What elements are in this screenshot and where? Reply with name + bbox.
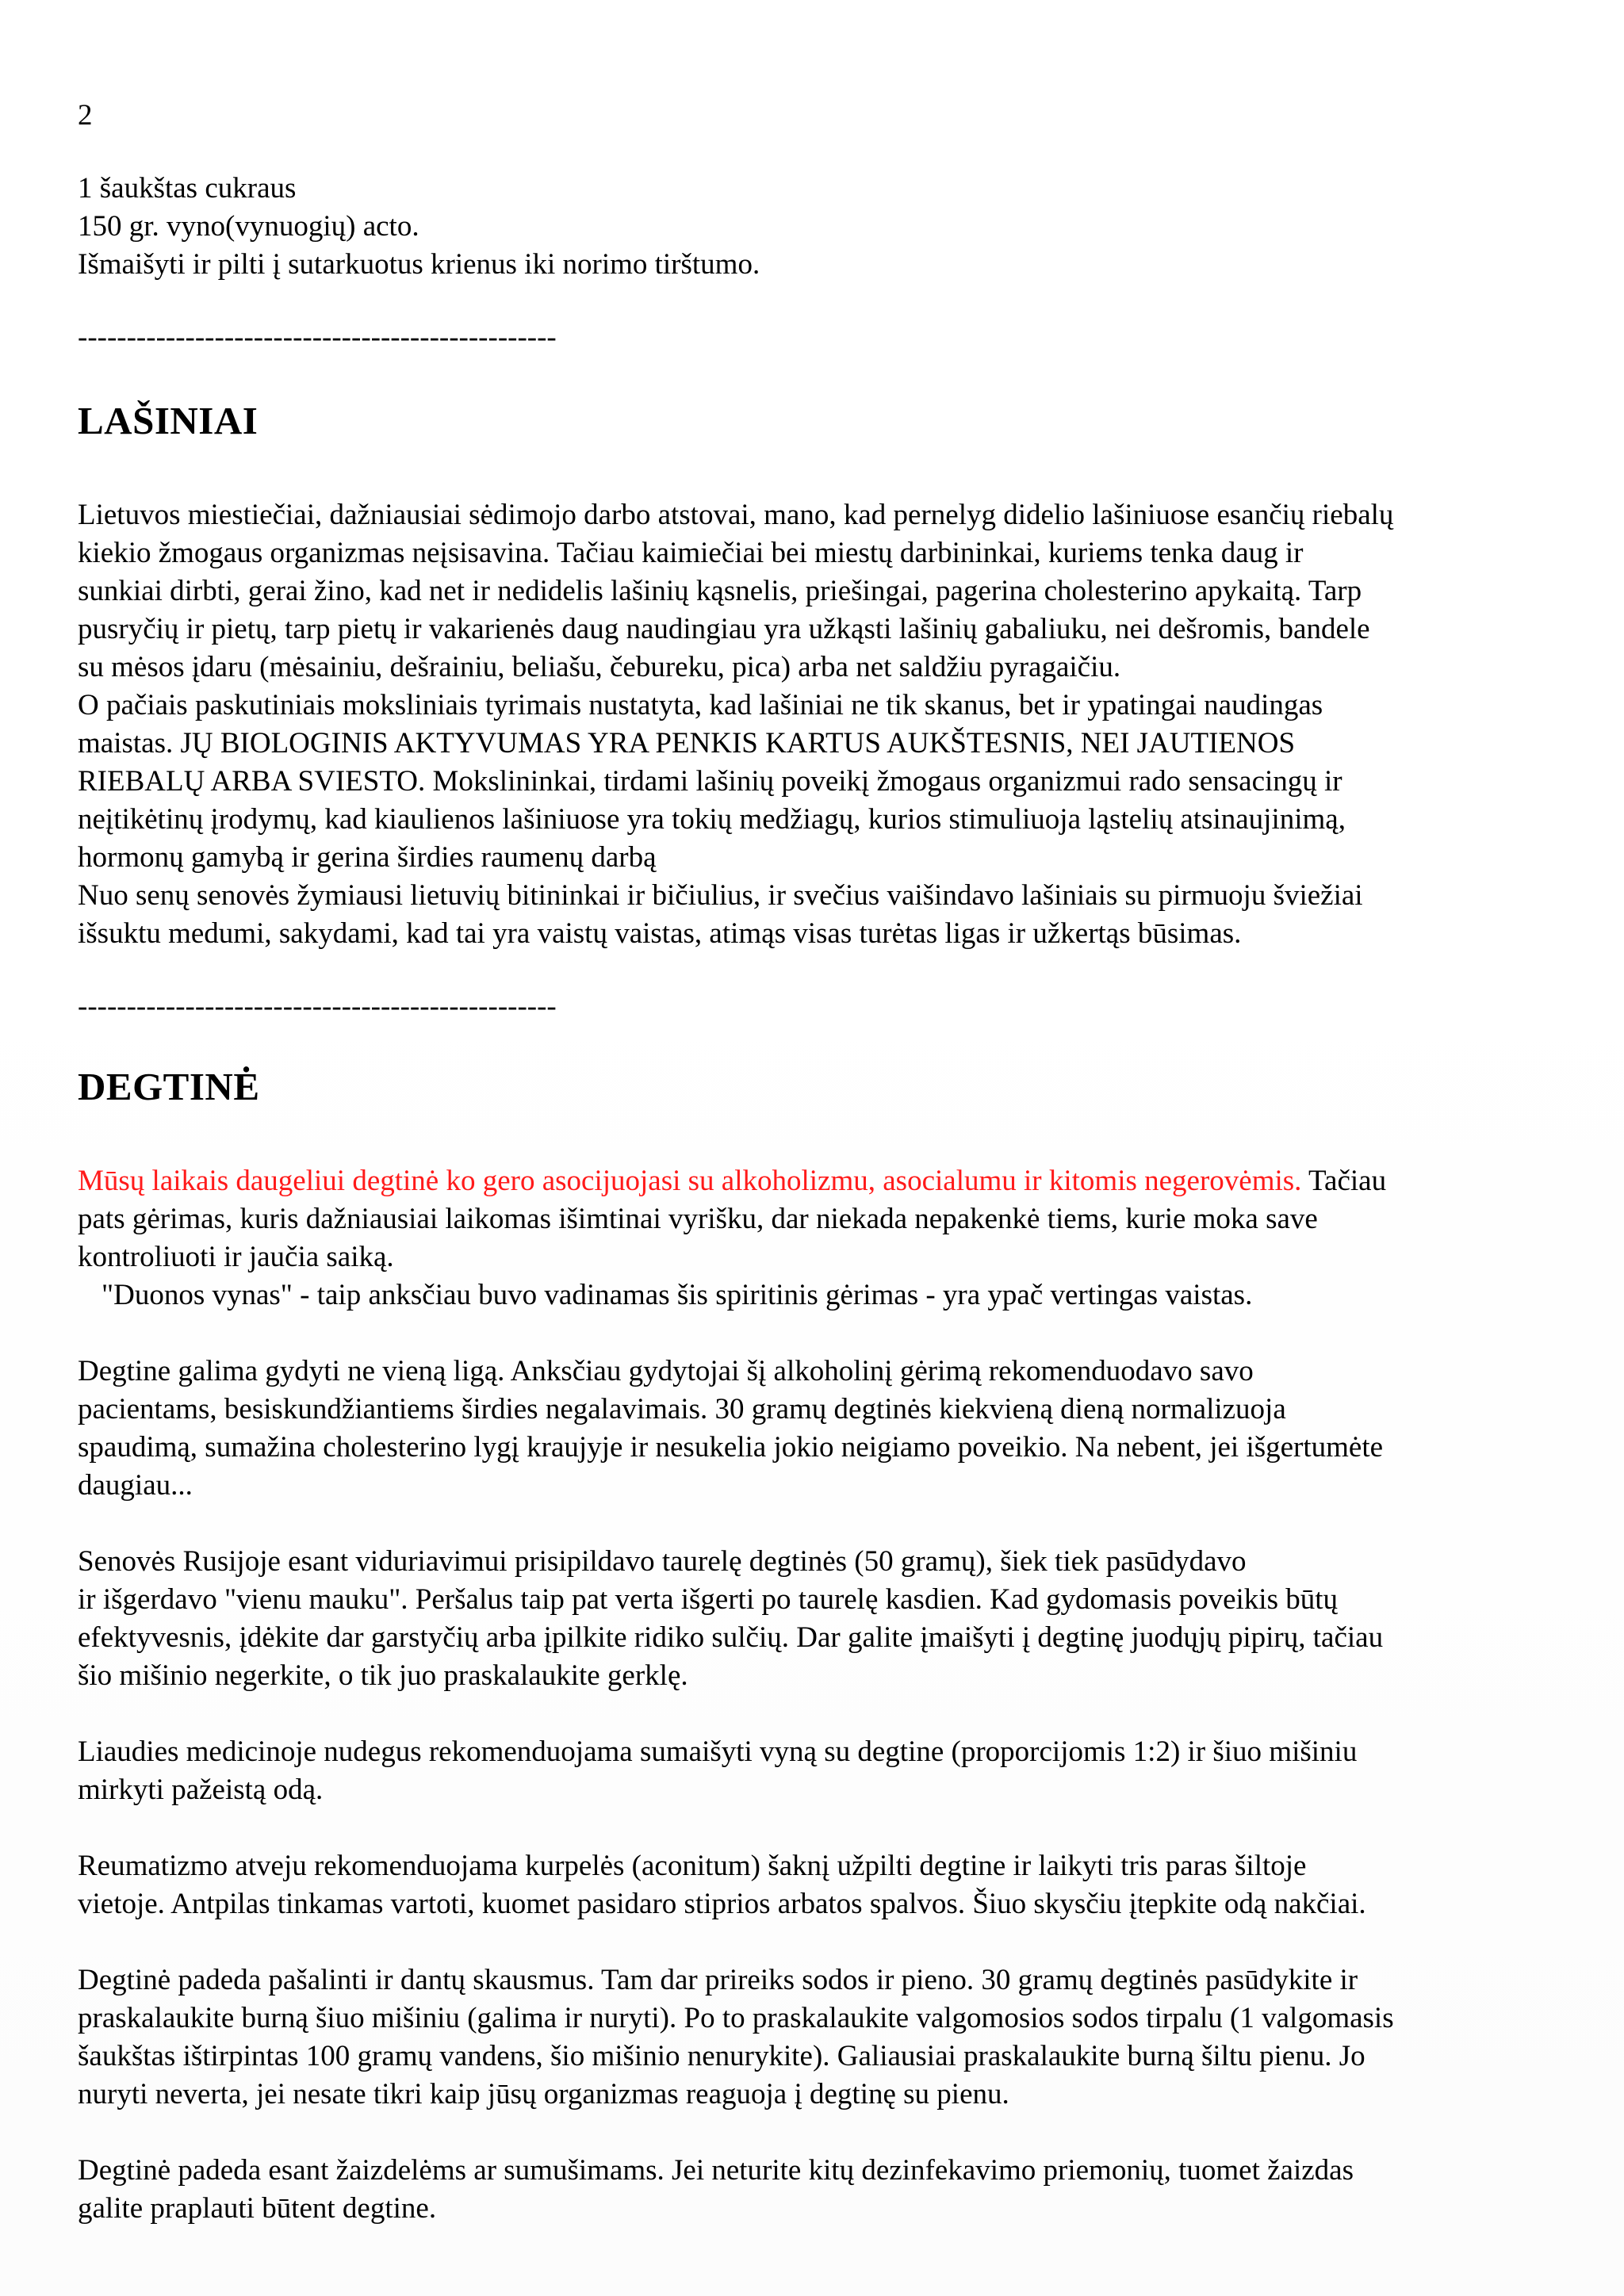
lasiniai-line-2: kiekio žmogaus organizmas neįsisavina. Tačiau kaimiečiai bei miestų darbininkai, kuriems tenka daug ir: [78, 537, 1304, 569]
separator-2: -------------------------------------------------: [78, 990, 557, 1023]
intro-line-2: 150 gr. vyno(vynuogių) acto.: [78, 210, 419, 243]
degtine-p1-line-2: pats gėrimas, kuris dažniausiai laikomas išimtinai vyrišku, dar niekada nepakenkė tiems, kurie moka save: [78, 1203, 1318, 1235]
degtine-p1-line-4: "Duonos vynas" - taip anksčiau buvo vadinamas šis spiritinis gėrimas - yra ypač vertingas vaistas.: [102, 1279, 1253, 1311]
lasiniai-line-6: O pačiais paskutiniais moksliniais tyrimais nustatyta, kad lašiniai ne tik skanus, bet ir ypatingai naudingas: [78, 689, 1323, 721]
intro-line-1: 1 šaukštas cukraus: [78, 172, 297, 205]
degtine-line-1: [78, 1162, 1386, 1200]
degtine-p3-line-1: Senovės Rusijoje esant viduriavimui prisipildavo taurelę degtinės (50 gramų), šiek tiek pasūdydavo: [78, 1545, 1247, 1578]
section-heading-lasiniai: LAŠINIAI: [78, 399, 259, 442]
degtine-p6-line-3: šaukštas ištirpintas 100 gramų vandens, šio mišinio nenurykite). Galiausiai praskalaukite burną šiltu pienu. Jo: [78, 2040, 1365, 2072]
lasiniai-line-9: neįtikėtinų įrodymų, kad kiaulienos lašiniuose yra tokių medžiagų, kurios stimuliuoja ląstelių atsinaujinimą,: [78, 803, 1346, 836]
degtine-p3-line-2: ir išgerdavo "vienu mauku". Peršalus taip pat verta išgerti po taurelę kasdien. Kad gydomasis poveikis būtų: [78, 1583, 1338, 1616]
intro-line-3: Išmaišyti ir pilti į sutarkuotus krienus iki norimo tirštumo.: [78, 248, 760, 281]
degtine-p3-line-3: efektyvesnis, įdėkite dar garstyčių arba įpilkite ridiko sulčių. Dar galite įmaišyti į degtinę juodųjų pipirų, tačiau: [78, 1621, 1384, 1654]
degtine-p4-line-2: mirkyti pažeistą odą.: [78, 1774, 324, 1806]
degtine-p6-line-2: praskalaukite burną šiuo mišiniu (galima ir nuryti). Po to praskalaukite valgomosios sodos tirpalu (1 valgomasis: [78, 2002, 1394, 2034]
degtine-p6-line-4: nuryti neverta, jei nesate tikri kaip jūsų organizmas reaguoja į degtinę su pienu.: [78, 2078, 1009, 2110]
degtine-p2-line-2: pacientams, besiskundžiantiems širdies negalavimais. 30 gramų degtinės kiekvieną dieną normalizuoja: [78, 1393, 1286, 1425]
degtine-p2-line-3: spaudimą, sumažina cholesterino lygį kraujyje ir nesukelia jokio neigiamo poveikio. Na nebent, jei išgertumėte: [78, 1431, 1384, 1464]
lasiniai-line-1: Lietuvos miestiečiai, dažniausiai sėdimojo darbo atstovai, mano, kad pernelyg didelio lašiniuose esančių riebalų: [78, 499, 1394, 531]
degtine-p7-line-1: Degtinė padeda esant žaizdelėms ar sumušimams. Jei neturite kitų dezinfekavimo priemonių, tuomet žaizdas: [78, 2154, 1354, 2187]
degtine-p5-line-2: vietoje. Antpilas tinkamas vartoti, kuomet pasidaro stiprios arbatos spalvos. Šiuo skysčiu įtepkite odą nakčiai.: [78, 1888, 1366, 1920]
degtine-p6-line-1: Degtinė padeda pašalinti ir dantų skausmus. Tam dar prireiks sodos ir pieno. 30 gramų degtinės pasūdykite ir: [78, 1964, 1358, 1996]
page-number: 2: [78, 99, 93, 132]
lasiniai-line-10: hormonų gamybą ir gerina širdies raumenų darbą: [78, 841, 657, 874]
lasiniai-line-8: RIEBALŲ ARBA SVIESTO. Mokslininkai, tirdami lašinių poveikį žmogaus organizmui rado sensacingų ir: [78, 765, 1342, 798]
degtine-p1-line-3: kontroliuoti ir jaučia saiką.: [78, 1241, 394, 1273]
lasiniai-line-7: maistas. JŲ BIOLOGINIS AKTYVUMAS YRA PENKIS KARTUS AUKŠTESNIS, NEI JAUTIENOS: [78, 727, 1296, 760]
lasiniai-line-3: sunkiai dirbti, gerai žino, kad net ir nedidelis lašinių kąsnelis, priešingai, pagerina cholesterino apykaitą. Tarp: [78, 575, 1362, 607]
section-heading-degtine: DEGTINĖ: [78, 1065, 260, 1108]
degtine-p5-line-1: Reumatizmo atveju rekomenduojama kurpelės (aconitum) šaknį užpilti degtine ir laikyti tris paras šiltoje: [78, 1850, 1307, 1882]
lasiniai-line-12: išsuktu medumi, sakydami, kad tai yra vaistų vaistas, atimąs visas turėtas ligas ir užkertąs būsimas.: [78, 917, 1242, 950]
lasiniai-line-4: pusryčių ir pietų, tarp pietų ir vakarienės daug naudingiau yra užkąsti lašinių gabaliuku, nei dešromis, bandele: [78, 613, 1370, 645]
degtine-line-1-rest: Tačiau: [1301, 1165, 1387, 1197]
degtine-p2-line-4: daugiau...: [78, 1469, 193, 1502]
lasiniai-line-11: Nuo senų senovės žymiausi lietuvių bitininkai ir bičiulius, ir svečius vaišindavo lašiniais su pirmuoju šviežiai: [78, 879, 1363, 912]
degtine-p4-line-1: Liaudies medicinoje nudegus rekomenduojama sumaišyti vyną su degtine (proporcijomis 1:2) ir šiuo mišiniu: [78, 1735, 1358, 1768]
degtine-p2-line-1: Degtine galima gydyti ne vieną ligą. Anksčiau gydytojai šį alkoholinį gėrimą rekomenduodavo savo: [78, 1355, 1254, 1387]
degtine-p7-line-2: galite praplauti būtent degtine.: [78, 2192, 437, 2225]
lasiniai-line-5: su mėsos įdaru (mėsainiu, dešrainiu, beliašu, čebureku, pica) arba net saldžiu pyragaičiu.: [78, 651, 1121, 683]
separator-1: -------------------------------------------------: [78, 321, 557, 354]
red-highlight-text: Mūsų laikais daugeliui degtinė ko gero asocijuojasi su alkoholizmu, asocialumu ir kitomis negerovėmis.: [78, 1165, 1302, 1197]
degtine-p3-line-4: šio mišinio negerkite, o tik juo praskalaukite gerklę.: [78, 1659, 688, 1692]
